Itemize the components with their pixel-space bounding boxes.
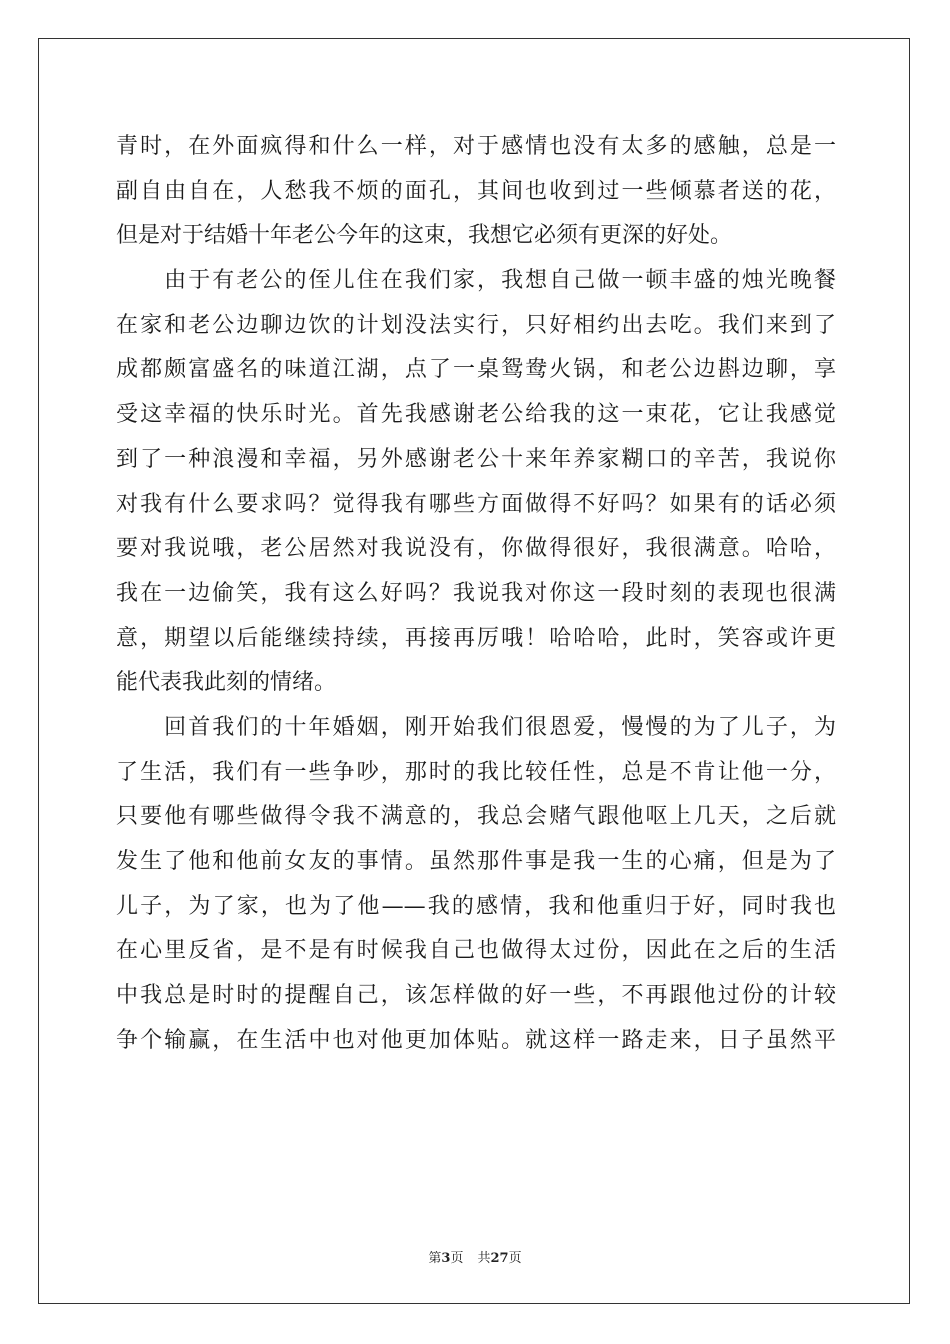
text-line: 在心里反省，是不是有时候我自己也做得太过份，因此在之后的生活 — [116, 938, 836, 964]
text-line: 发生了他和他前女友的事情。虽然那件事是我一生的心痛，但是为了 — [116, 849, 836, 874]
text-line: 儿子，为了家，也为了他——我的感情，我和他重归于好，同时我也 — [116, 893, 836, 919]
text-line: 对我有什么要求吗？觉得我有哪些方面做得不好吗？如果有的话必须 — [116, 491, 836, 517]
text-line: 争个输赢，在生活中也对他更加体贴。就这样一路走来，日子虽然平 — [116, 1027, 836, 1053]
text-line: 要对我说哦，老公居然对我说没有，你做得很好，我很满意。哈哈， — [116, 536, 836, 562]
text-line: 由于有老公的侄儿住在我们家，我想自己做一顿丰盛的烛光晚餐 — [116, 268, 836, 294]
text-line: 中我总是时时的提醒自己，该怎样做的好一些，不再跟他过份的计较 — [116, 983, 836, 1009]
page-total: 27 — [490, 1251, 509, 1266]
page-footer — [0, 1247, 950, 1266]
text-line: 能代表我此刻的情绪。 — [116, 670, 337, 696]
text-line: 副自由自在，人愁我不烦的面孔，其间也收到过一些倾慕者送的花， — [116, 178, 836, 204]
text-line: 只要他有哪些做得令我不满意的，我总会赌气跟他呕上几天，之后就 — [116, 804, 836, 830]
text-line: 意，期望以后能继续持续，再接再厉哦！哈哈哈，此时，笑容或许更 — [116, 625, 836, 651]
page-current: 3 — [441, 1251, 451, 1266]
text-line: 成都颇富盛名的味道江湖，点了一桌鸳鸯火锅，和老公边斟边聊，享 — [116, 357, 836, 383]
text-line: 但是对于结婚十年老公今年的这束，我想它必须有更深的好处。 — [116, 223, 733, 249]
page-suffix: 页 — [450, 1251, 464, 1266]
page-prefix: 第 — [428, 1251, 442, 1266]
text-line: 我在一边偷笑，我有这么好吗？我说我对你这一段时刻的表现也很满 — [116, 580, 836, 606]
text-line: 青时，在外面疯得和什么一样，对于感情也没有太多的感触，总是一 — [116, 134, 836, 159]
text-line: 到了一种浪漫和幸福，另外感谢老公十来年养家糊口的辛苦，我说你 — [116, 446, 836, 472]
total-suffix: 页 — [508, 1251, 522, 1266]
text-line: 了生活，我们有一些争吵，那时的我比较任性，总是不肯让他一分， — [116, 759, 836, 785]
text-line: 回首我们的十年婚姻，刚开始我们很恩爱，慢慢的为了儿子，为 — [116, 714, 836, 740]
document-body — [116, 125, 836, 1063]
total-prefix: 共 — [477, 1251, 491, 1266]
text-line: 受这幸福的快乐时光。首先我感谢老公给我的这一束花，它让我感觉 — [116, 402, 836, 428]
text-line: 在家和老公边聊边饮的计划没法实行，只好相约出去吃。我们来到了 — [116, 312, 836, 338]
